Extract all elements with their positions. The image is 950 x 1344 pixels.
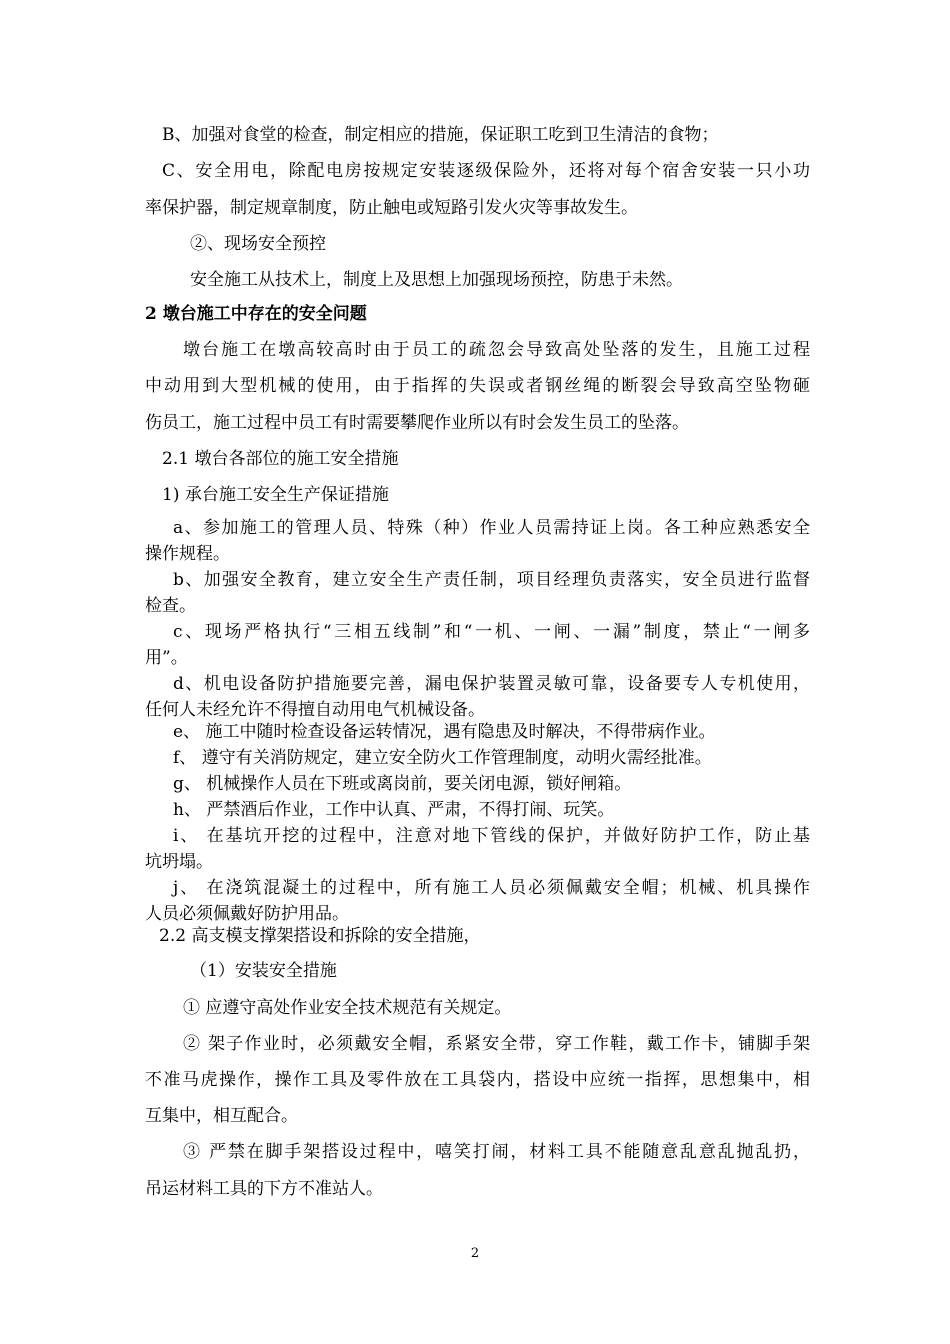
text-line: c、现场严格执行“三相五线制”和“一机、一闸、一漏”制度，禁止“一闸多 <box>173 622 810 642</box>
text-line: a、参加施工的管理人员、特殊（种）作业人员需持证上岗。各工种应熟悉安全 <box>173 518 810 538</box>
text-line: 用”。 <box>145 648 188 668</box>
text-line: 吊运材料工具的下方不准站人。 <box>145 1179 383 1199</box>
text-line: C、安全用电，除配电房按规定安装逐级保险外，还将对每个宿舍安装一只小功 <box>162 161 810 181</box>
text-line: 中动用到大型机械的使用，由于指挥的失误或者钢丝绳的断裂会导致高空坠物砸 <box>145 376 810 396</box>
text-line: 任何人未经允许不得擅自动用电气机械设备。 <box>145 700 485 720</box>
text-line: 互集中，相互配合。 <box>145 1106 298 1126</box>
text-line: i、 在基坑开挖的过程中，注意对地下管线的保护，并做好防护工作，防止基 <box>173 826 810 846</box>
text-line: d、机电设备防护措施要完善，漏电保护装置灵敏可靠，设备要专人专机使用， <box>173 674 810 694</box>
text-line: 率保护器，制定规章制度，防止触电或短路引发火灾等事故发生。 <box>145 198 638 218</box>
text-line: ① 应遵守高处作业安全技术规范有关规定。 <box>183 998 512 1018</box>
text-line: h、 严禁酒后作业，工作中认真、严肃，不得打闹、玩笑。 <box>173 800 615 820</box>
section-heading: ②、现场安全预控 <box>190 234 326 254</box>
section-heading: （1）安装安全措施 <box>190 961 337 981</box>
section-heading: 2 墩台施工中存在的安全问题 <box>145 304 367 324</box>
text-line: 伤员工，施工过程中员工有时需要攀爬作业所以有时会发生员工的坠落。 <box>145 413 689 433</box>
section-heading: 1) 承台施工安全生产保证措施 <box>162 485 389 505</box>
text-line: f、 遵守有关消防规定，建立安全防火工作管理制度，动明火需经批准。 <box>173 748 712 768</box>
text-line: ② 架子作业时，必须戴安全帽，系紧安全带，穿工作鞋，戴工作卡，铺脚手架 <box>183 1034 810 1054</box>
text-line: g、 机械操作人员在下班或离岗前，要关闭电源，锁好闸箱。 <box>173 774 632 794</box>
text-line: j、 在浇筑混凝土的过程中，所有施工人员必须佩戴安全帽；机械、机具操作 <box>173 878 810 898</box>
text-line: ③ 严禁在脚手架搭设过程中，嘻笑打闹，材料工具不能随意乱意乱抛乱扔， <box>183 1142 810 1162</box>
text-line: 坑坍塌。 <box>145 852 213 872</box>
text-line: 不准马虎操作，操作工具及零件放在工具袋内，搭设中应统一指挥，思想集中，相 <box>145 1070 810 1090</box>
text-line: 检查。 <box>145 596 196 616</box>
text-line: 安全施工从技术上，制度上及思想上加强现场预控，防患于未然。 <box>190 270 683 290</box>
text-line: e、 施工中随时检查设备运转情况，遇有隐患及时解决，不得带病作业。 <box>173 722 716 742</box>
page-number: 2 <box>470 1246 480 1261</box>
text-line: B、加强对食堂的检查，制定相应的措施，保证职工吃到卫生清洁的食物； <box>162 125 719 145</box>
section-heading: 2.2 高支模支撑架搭设和拆除的安全措施， <box>159 926 481 946</box>
text-line: b、加强安全教育，建立安全生产责任制，项目经理负责落实，安全员进行监督 <box>173 570 810 590</box>
text-line: 人员必须佩戴好防护用品。 <box>145 904 349 924</box>
text-line: 墩台施工在墩高较高时由于员工的疏忽会导致高处坠落的发生，且施工过程 <box>183 340 810 360</box>
section-heading: 2.1 墩台各部位的施工安全措施 <box>162 449 399 469</box>
text-line: 操作规程。 <box>145 544 230 564</box>
